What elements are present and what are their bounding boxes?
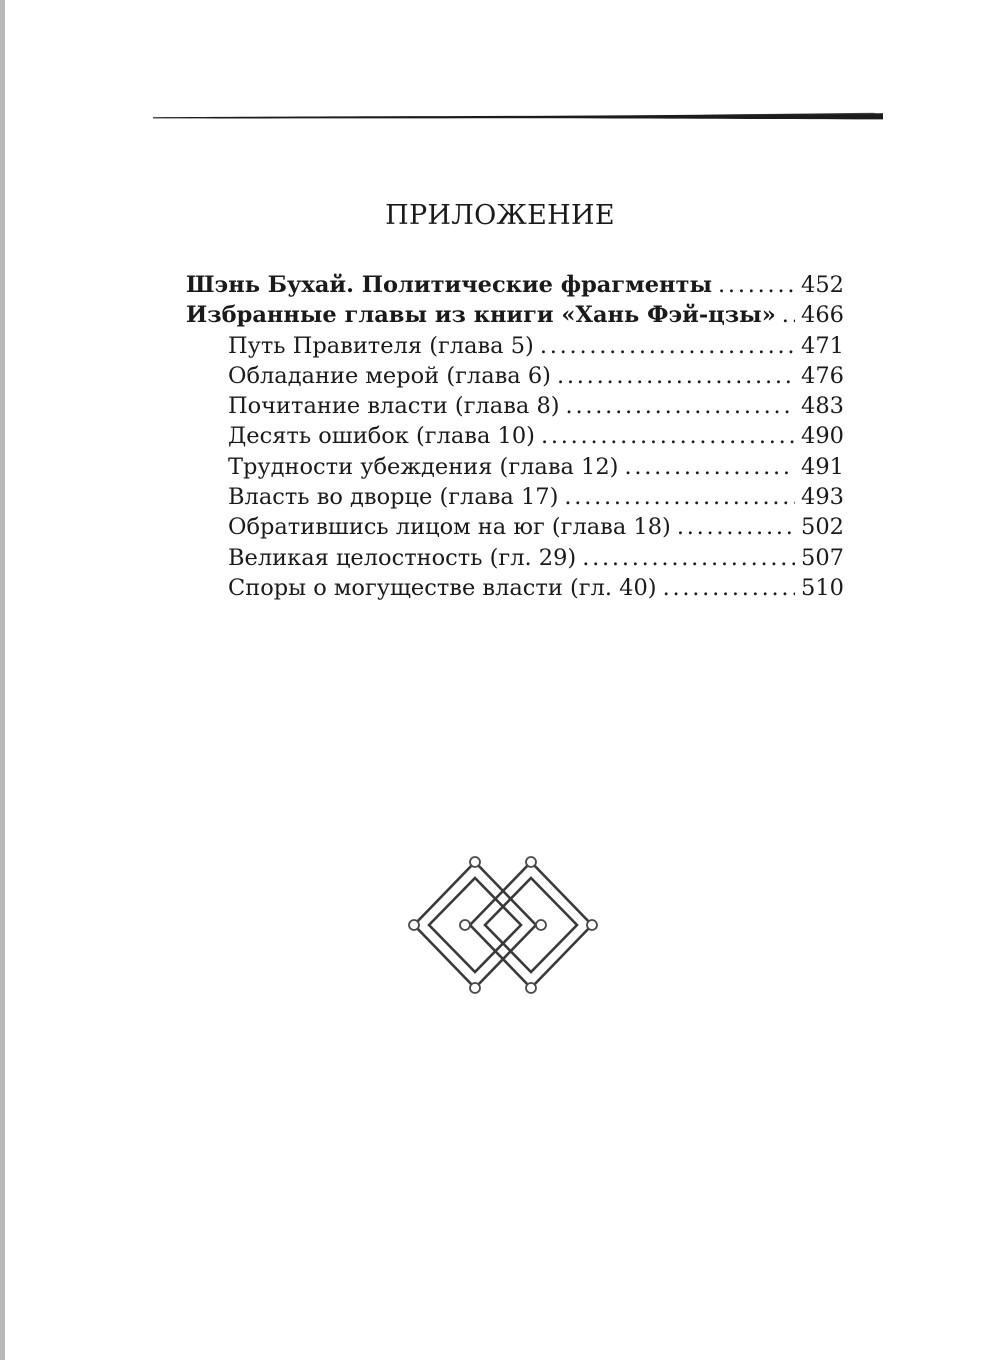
toc-subentry[interactable] [186,391,844,421]
toc-subentry[interactable] [186,482,844,512]
toc-entry-title: Великая целостность (гл. 29) [228,544,577,571]
toc-entry-title: Трудности убеждения (глава 12) [228,453,619,480]
toc-entry-title: Почитание власти (глава 8) [228,393,560,420]
dot-leader [566,391,796,421]
toc-page-number: 466 [801,302,844,329]
dot-leader [782,300,795,330]
section-title: ПРИЛОЖЕНИЕ [385,200,615,231]
dot-leader [677,512,795,542]
toc-page-number: 507 [801,544,844,571]
toc-subentry[interactable] [186,512,844,542]
toc-subentry[interactable] [186,543,844,573]
toc-entry[interactable] [186,300,844,330]
table-of-contents [186,270,844,603]
toc-page-number: 452 [801,272,844,298]
toc-page-number: 490 [801,423,844,450]
toc-entry-title: Шэнь Бухай. Политические фрагменты [186,272,713,298]
dot-leader [564,482,795,512]
dot-leader [557,361,795,391]
toc-page-number: 510 [801,574,844,601]
toc-entry[interactable] [186,270,844,300]
brush-rule-divider [153,109,883,123]
toc-subentry[interactable] [186,421,844,451]
toc-subentry[interactable] [186,573,844,603]
dot-leader [541,421,795,451]
toc-page-number: 476 [801,362,844,389]
toc-entry-title: Споры о могуществе власти (гл. 40) [228,574,657,601]
toc-entry-title: Обладание мерой (глава 6) [228,362,551,389]
toc-subentry[interactable] [186,361,844,391]
toc-page-number: 502 [801,514,844,541]
toc-entry-title: Обратившись лицом на юг (глава 18) [228,514,671,541]
toc-subentry[interactable] [186,331,844,361]
dot-leader [718,270,795,300]
toc-entry-title: Путь Правителя (глава 5) [228,332,534,359]
toc-page-number: 483 [801,393,844,420]
dot-leader [582,543,795,573]
toc-page-number: 493 [801,484,844,511]
dot-leader [663,573,795,603]
interlaced-diamonds-ornament-icon [405,850,601,1000]
dot-leader [540,331,795,361]
toc-entry-title: Десять ошибок (глава 10) [228,423,535,450]
toc-page-number: 491 [801,453,844,480]
toc-page-number: 471 [801,332,844,359]
toc-entry-title: Избранные главы из книги «Хань Фэй-цзы» [186,302,776,329]
toc-subentry[interactable] [186,452,844,482]
dot-leader [624,452,795,482]
toc-entry-title: Власть во дворце (глава 17) [228,484,559,511]
